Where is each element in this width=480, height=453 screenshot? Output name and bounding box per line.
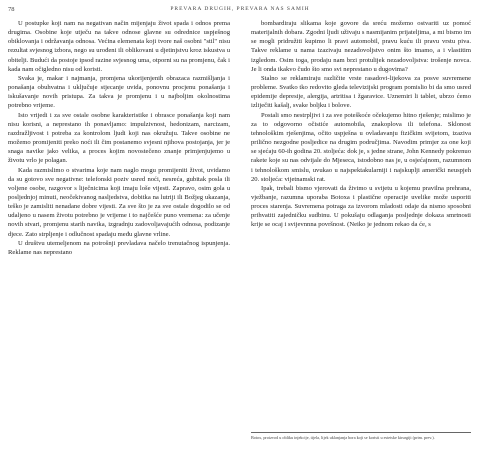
paragraph: Ipak, trebali bismo vjerovati da živimo u svijetu u kojemu pravilna prehrana, vježbanje, razumna uporaba Botoxa i plastične operacije uvelike može usporiti proces starenja. Suvremena potraga za izvorom mladosti odaje da nismo sposobni prihvatiti zajedničku sudbinu. U pokušaju odlaganja posljednje dokaza smrtnosti krije se ocaj i svijevnnna površnost. (Neiko je jednom rekao da će, s: [251, 184, 471, 229]
left-column: [8, 19, 230, 257]
paragraph: Svaka je, makar i najmanja, promjena ukorijenjenih obrazaca razmišljanja i ponašanja obuhvatna i uključuje stjecanje uvida, ponovnu procjenu ponašanja i iskušavanje novih pristupa. Za takva je promjenu i u najboljim okolnostima potrebno vrijeme.: [8, 74, 230, 110]
paragraph: U postupke koji nam na negativan način mijenjaju život spada i odnos prema drugima. Osobine koje utječu na takve odnose glavne su odrednice uspješnog obiklovanja i održavanja odnosa. Većina elemenata koji tvore naš osobni "stil" nisu rezultat svjesnog izbora, nego su urođeni ili oblikovani u djetinjstvu kroz iskustva u obitelji. Budući da postoje ipsod razine svjesnog uma, otporni su na promjenu, čak i kada nam očigledno nisu od koristi.: [8, 20, 230, 73]
running-head: PREVARA DRUGIH, PREVARA NAS SAMIH: [170, 6, 310, 12]
page-header: [8, 6, 472, 18]
paragraph: Isto vrijedi i za sve ostale osobne karakteristike i obrasce ponašanja koji nam nisu korisni, a neprestano ih ponavljamo: impulzivnost, hedonizam, narcizam, razdražljivost i potreba za kontrolom ljudi koji nas okružuju. Takve osobine ne možemo promijeniti preko noći ili čim postanemo svjesni njihova postojanja, jer je snaga navike jako velika, a proces kojim novostečeno znanje primjenjujemo u životu vrlo je polagan.: [8, 111, 230, 165]
paragraph: Postali smo nestrpljivi i za sve poteškoće očekujemo hitno rješenje; mislimo je za to odgovorno očistiće automobila, znakoplova ili telefona. Sklonost tehnološkim rješenjima, očito uspješna u ovladavanju fizičkim svijetom, izaziva prilično nezgodne posljedice na drugim područjima. Navodim primjer za one koji se sjećaju 60-ih godina 20. stoljeća: dok je, s jedne strane, John Kennedy pokrenuo rakete koje su nas odvijale do Mjeseca, istodobno nas je, u osjećajnom, razumnom i tehnološkom smislu, uvukao u najspektakularniji i najskuplji američki neuspjeh 20. stoljeća: vijetnamski rat.: [251, 111, 471, 183]
paragraph: U društvu utemeljenom na potrošnji prevladava načelo trenutačnog ispunjenja. Reklame nas neprestano: [8, 239, 230, 256]
page-number: 78: [8, 6, 15, 13]
paragraph: Kada razmislimo o stvarima koje nam naglo mogu promijeniti život, uvidamo da su gotovo sve negativne: telefonski poziv usred noći, nesreća, gubitak posla ili voljene osobe, razgovor s liječnicima koji imaju loše vijesti. Zapravo, osim gola u posljednjoj minuti, neočekivanog nasljedstva, dobitka na lutriji ili Božjeg ukazanja, teško je zamisliti nenadane dobre vijesti. Za sve što je za sve ostale dogodilo se od udaljeno u nasem životu potrebno je vrijeme i to najčešće puno vremena: za učenje novih stvari, promjenu starih navika, izgradnju zadovoljavajućih odnosa, podizanje djece. Zato strpljenje i odlučnost spadaju među glavne vrline.: [8, 166, 230, 238]
paragraph: bombardiraju slikama koje govore da sreću možemo ostvariti uz pomoć materijalnih dobara. Zgodni ljudi uživaju s nasmijanim prijateljima, a mi bismo im se mogli pridružiti kupimo li pravi automobil, pravu kuću ili pravu vrstu piva. Takve reklame u nama izazivaju nezadovoljstvo onim što imamo, a i vlastitim izgledom. Osim toga, prodaju nam brzi protulijek nezadovoljstva: trošenje novca. Je li onda ikakvo čudo što smo svi neprestano u dugovima?: [251, 20, 471, 73]
footnote: Botox, proizvod u obliku injekcije, tijela, lijek uklanjanja bora koji se koristi u estetske kirurgiji (prim. prev.).: [251, 432, 471, 441]
paragraph: Stalno se reklamiraju različite vrste rasadovi-lijekova za posve suvremene probleme. Svatko tko redovito gleda televizijski program pomislio bi da smo usred epidemije depresije, alergija, artritisa i žgaravice. Uznemiri li tablet, ubrzo ćemo izliječiti kašalj, svake boljku i bolove.: [251, 74, 471, 110]
right-column: [251, 19, 471, 230]
